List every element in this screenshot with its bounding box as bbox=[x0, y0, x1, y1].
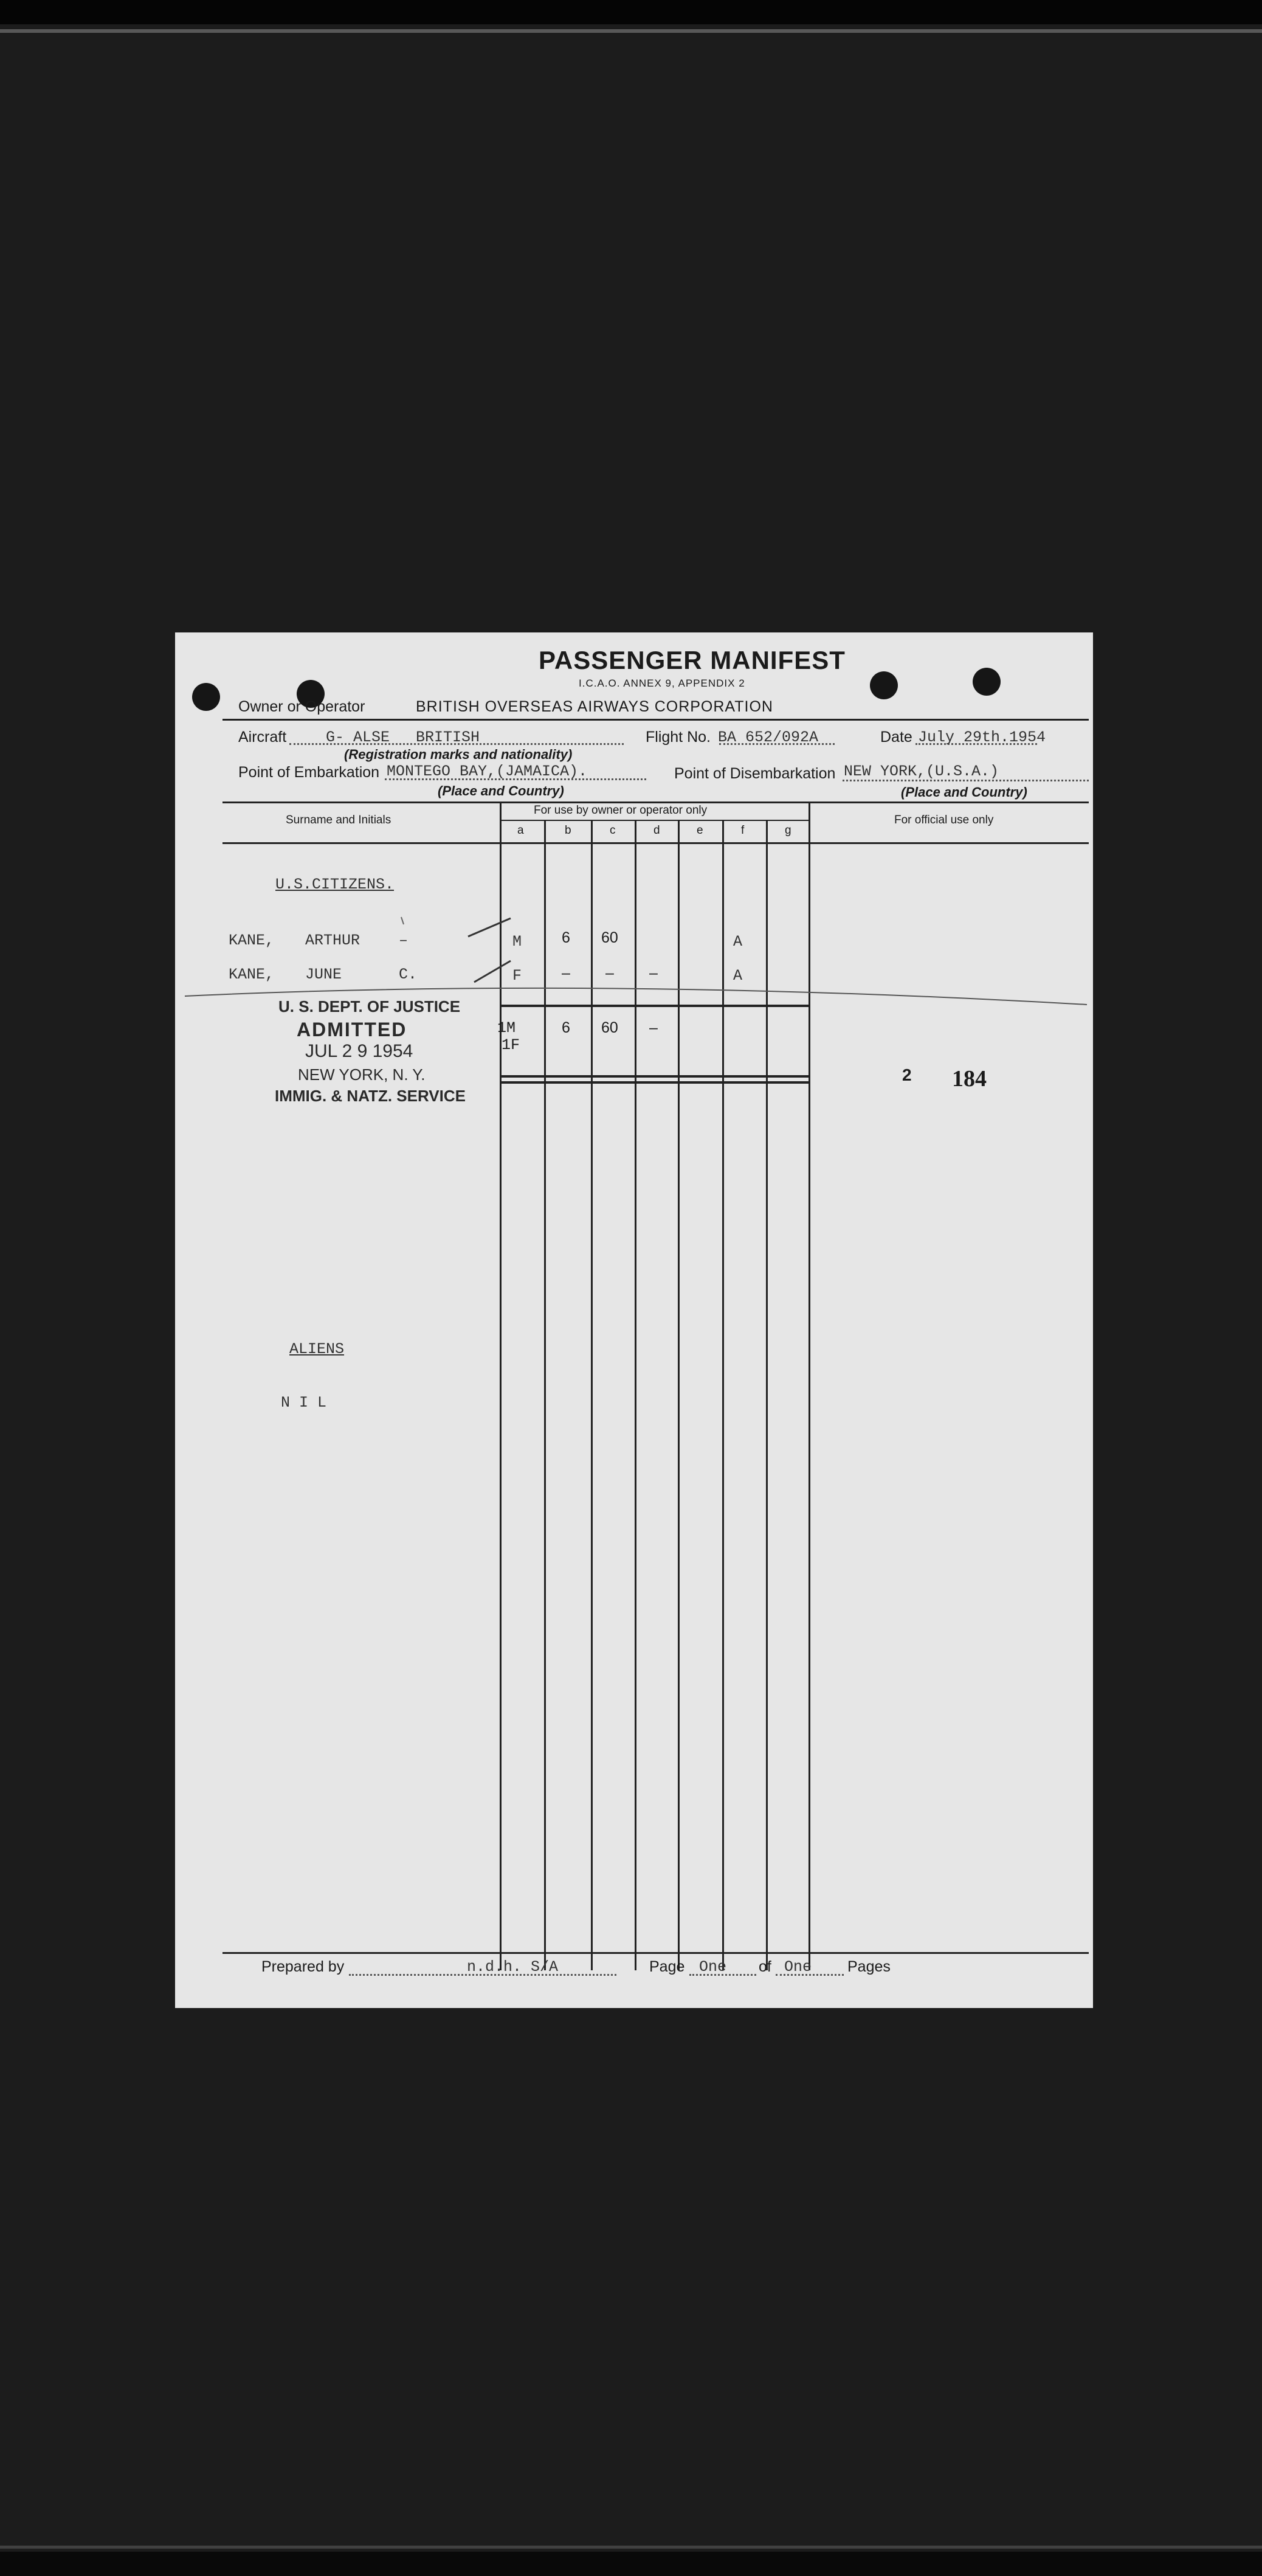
stamp-line-service: IMMIG. & NATZ. SERVICE bbox=[275, 1087, 466, 1105]
subcol-e: e bbox=[697, 824, 703, 837]
film-edge-line-bottom bbox=[0, 2546, 1262, 2549]
cell-b: – bbox=[562, 964, 570, 982]
cell-b: 6 bbox=[562, 929, 570, 946]
cell-c: – bbox=[605, 964, 614, 982]
subcol-c: c bbox=[610, 824, 616, 837]
total-males: 1M bbox=[497, 1019, 516, 1037]
registration-note: (Registration marks and nationality) bbox=[344, 747, 573, 762]
total-d: – bbox=[649, 1019, 658, 1036]
cell-c: 60 bbox=[601, 929, 618, 946]
date-value: July 29th.1954 bbox=[918, 729, 1046, 746]
section-citizens: U.S.CITIZENS. bbox=[275, 876, 395, 893]
manifest-title: PASSENGER MANIFEST bbox=[539, 646, 846, 674]
prepared-value: n.d.h. S/A bbox=[467, 1958, 559, 1976]
stamp-line-city: NEW YORK, N. Y. bbox=[298, 1065, 426, 1084]
passenger-surname: KANE, bbox=[229, 966, 275, 983]
totals-bottom-rule bbox=[500, 1075, 810, 1078]
cell-f: A bbox=[733, 933, 743, 950]
manifest-subtitle: I.C.A.O. ANNEX 9, APPENDIX 2 bbox=[579, 677, 745, 689]
stamp-line-admitted: ADMITTED bbox=[297, 1019, 407, 1040]
date-label: Date bbox=[880, 729, 912, 746]
aliens-value: N I L bbox=[281, 1394, 327, 1411]
cell-a: M bbox=[512, 933, 522, 950]
page-label: Page bbox=[649, 1958, 685, 1975]
total-b: 6 bbox=[562, 1019, 570, 1036]
passenger-initial: C. bbox=[399, 966, 418, 983]
of-value: One bbox=[784, 1958, 812, 1976]
film-bottom-border bbox=[0, 2552, 1262, 2576]
film-edge-line bbox=[0, 29, 1262, 33]
cell-d: – bbox=[649, 964, 658, 982]
column-header-name: Surname and Initials bbox=[286, 814, 391, 826]
flight-label: Flight No. bbox=[646, 729, 711, 746]
owner-label: Owner or Operator bbox=[238, 698, 365, 715]
subcol-g: g bbox=[785, 824, 791, 837]
totals-top-rule bbox=[500, 1005, 810, 1007]
subcol-d: d bbox=[653, 824, 660, 837]
subcol-b: b bbox=[565, 824, 571, 837]
place-note-left: (Place and Country) bbox=[438, 783, 564, 798]
embarkation-value: MONTEGO BAY,(JAMAICA). bbox=[387, 763, 588, 780]
stamp-line-dept: U. S. DEPT. OF JUSTICE bbox=[278, 997, 461, 1016]
column-header-owner: For use by owner or operator only bbox=[534, 804, 708, 817]
subcol-f: f bbox=[741, 824, 745, 837]
aircraft-nationality: BRITISH bbox=[416, 729, 480, 746]
official-mark: 2 bbox=[902, 1065, 912, 1084]
aircraft-value: G- ALSE bbox=[326, 729, 390, 746]
passenger-surname: KANE, bbox=[229, 932, 275, 949]
passenger-given: JUNE bbox=[305, 966, 342, 983]
page-value: One bbox=[699, 1958, 727, 1976]
aircraft-label: Aircraft bbox=[238, 729, 287, 746]
section-aliens: ALIENS bbox=[289, 1340, 345, 1358]
owner-value: BRITISH OVERSEAS AIRWAYS CORPORATION bbox=[416, 698, 773, 715]
table-bottom-rule bbox=[222, 1952, 1089, 1954]
film-top-border bbox=[0, 0, 1262, 24]
official-number: 184 bbox=[952, 1066, 987, 1092]
flight-value: BA 652/092A bbox=[718, 729, 819, 746]
column-header-official: For official use only bbox=[894, 814, 994, 826]
disembarkation-value: NEW YORK,(U.S.A.) bbox=[844, 763, 999, 780]
manifest-sheet bbox=[175, 632, 1093, 2008]
passenger-dash: – bbox=[399, 932, 409, 949]
subcol-a: a bbox=[517, 824, 524, 837]
pencil-marks bbox=[175, 632, 1093, 1058]
totals-bottom-rule-2 bbox=[500, 1081, 810, 1084]
total-c: 60 bbox=[601, 1019, 618, 1036]
disembarkation-label: Point of Disembarkation bbox=[674, 765, 836, 782]
total-females: 1F bbox=[502, 1036, 520, 1054]
pages-label: Pages bbox=[847, 1958, 891, 1975]
of-label: of bbox=[759, 1958, 771, 1975]
cell-a: F bbox=[512, 967, 522, 985]
prepared-label: Prepared by bbox=[261, 1958, 345, 1975]
place-note-right: (Place and Country) bbox=[901, 784, 1027, 800]
cell-f: A bbox=[733, 967, 743, 985]
passenger-given: ARTHUR bbox=[305, 932, 360, 949]
embarkation-label: Point of Embarkation bbox=[238, 764, 380, 781]
stamp-line-date: JUL 2 9 1954 bbox=[305, 1041, 413, 1061]
